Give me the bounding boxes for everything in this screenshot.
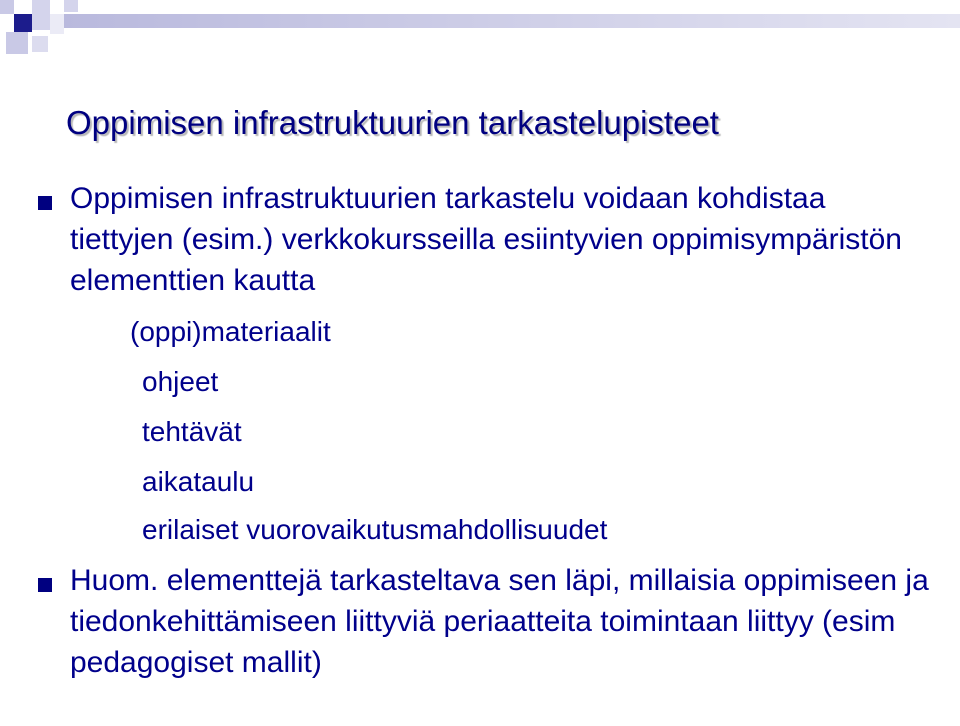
decorative-header-squares: [0, 0, 960, 70]
slide-title: Oppimisen infrastruktuurien tarkastelupisteet: [66, 104, 719, 141]
square-bullet-icon: [38, 196, 52, 210]
bullet-text: Huom. elementtejä tarkasteltava sen läpi, millaisia oppimiseen ja tiedonkehittämiseen liittyviä periaatteita toimintaan liittyy (esim pedagogiset mallit): [70, 564, 929, 679]
sub-item-materials: (oppi)materiaalit: [130, 316, 331, 347]
sub-item-tasks: tehtävät: [142, 416, 242, 447]
sub-item-schedule: aikataulu: [142, 466, 255, 497]
bullet-item-1: [0, 178, 920, 308]
sub-item-interaction: erilaiset vuorovaikutusmahdollisuudet: [142, 514, 608, 545]
bullet-text: Oppimisen infrastruktuurien tarkastelu voidaan kohdistaa tiettyjen (esim.) verkkokursseilla esiintyvien oppimisympäristön elementtien kautta: [70, 182, 902, 297]
bullet-item-2: [0, 560, 929, 726]
square-bullet-icon: [38, 578, 52, 592]
sub-item-instructions: ohjeet: [142, 366, 219, 397]
